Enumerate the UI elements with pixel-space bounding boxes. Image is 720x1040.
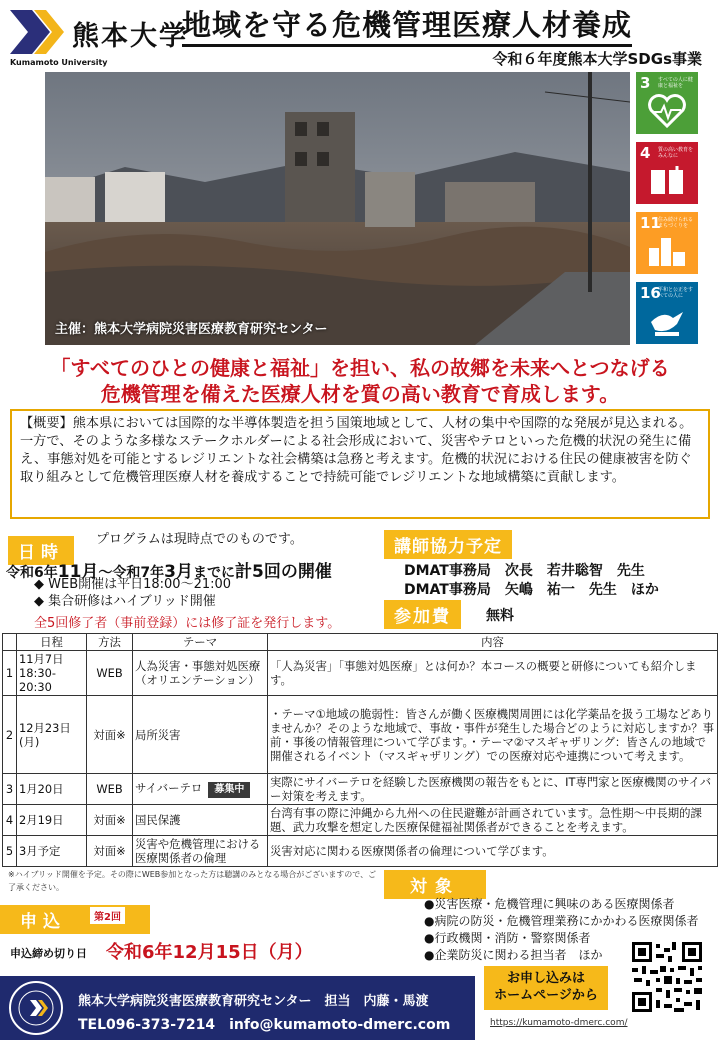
row-content: 実際にサイバーテロを経験した医療機関の報告をもとに、IT専門家と医療機関のサイバー対策を考えます。: [268, 774, 718, 805]
sdg-tile-4: [636, 142, 698, 204]
schedule-post: までに: [193, 565, 236, 581]
website-link[interactable]: https://kumamoto-dmerc.com/: [490, 1018, 628, 1028]
schedule-end-month: 3月: [164, 562, 194, 582]
datetime-tag: 日時: [8, 536, 74, 565]
row-method: 対面※: [87, 836, 133, 867]
page-subtitle: 令和６年度熊本大学SDGs事業: [492, 50, 702, 68]
university-name-en: Kumamoto University: [10, 58, 108, 67]
catchphrase-line-1: 「すべてのひとの健康と福祉」を担い、私の故郷を未来へとつなげる: [50, 356, 670, 380]
row-date: 1月20日: [17, 774, 87, 805]
qr-code-icon[interactable]: [630, 940, 704, 1014]
header-date: 日程: [17, 634, 87, 651]
fee-value: 無料: [486, 608, 514, 624]
host-organization: 主催：熊本大学病院災害医療教育研究センター: [55, 322, 328, 337]
row-content: 災害対応に関わる医療関係者の倫理について学びます。: [268, 836, 718, 867]
disaster-photo: [45, 72, 630, 345]
row-method: 対面※: [87, 696, 133, 774]
certificate-note: 全5回修了者（事前登録）には修了証を発行します。: [34, 616, 341, 631]
row-theme: 局所災害: [133, 696, 268, 774]
row-method: 対面※: [87, 805, 133, 836]
schedule-count: 計5回の開催: [235, 562, 332, 582]
row-content: 台湾有事の際に沖縄から九州への住民避難が計画されています。急性期～中長期的課題、武力攻撃を想定した医療保健福祉関係者ができることを考えます。: [268, 805, 718, 836]
footer-organization: 熊本大学病院災害医療教育研究センター 担当 内藤・馬渡: [78, 994, 429, 1009]
footer: [0, 976, 475, 1040]
deadline-date: 令和6年12月15日（月）: [106, 942, 313, 963]
table-row: [3, 651, 718, 696]
center-emblem-icon: [8, 980, 64, 1036]
bullet-web: ◆ WEB開催は平日18:00～21:00: [34, 577, 232, 592]
catchphrase-line-2: 危機管理を備えた医療人材を質の高い教育で育成します。: [100, 382, 620, 406]
sdg-label: 質の高い教育をみんなに: [658, 147, 694, 159]
sdg-label: すべての人に健康と福祉を: [658, 77, 693, 89]
table-header-row: [3, 634, 718, 651]
heart-pulse-icon: [647, 94, 687, 128]
sdg-number: 4: [640, 144, 651, 162]
row-theme: 災害や危機管理における医療関係者の倫理: [133, 836, 268, 867]
header-theme: テーマ: [133, 634, 268, 651]
footer-contact[interactable]: TEL096-373-7214 info@kumamoto-dmerc.com: [78, 1017, 451, 1033]
lecturers-list: [404, 562, 659, 600]
row-date: 3月予定: [17, 836, 87, 867]
row-method: WEB: [87, 774, 133, 805]
sdg-number: 11: [640, 214, 661, 232]
bullet-hybrid: ◆ 集合研修はハイブリッド開催: [34, 594, 216, 609]
sdg-tile-11: [636, 212, 698, 274]
table-row: [3, 774, 718, 805]
sdg-label: 住み続けられるまちづくりを: [658, 217, 694, 229]
lecturer-1: DMAT事務局 次長 若井聡智 先生: [404, 563, 645, 579]
table-row: [3, 836, 718, 867]
row-date: 12月23日(月): [17, 696, 87, 774]
row-theme: [133, 774, 268, 805]
apply-line-2: ホームページから: [494, 988, 598, 1003]
page-title: 地域を守る危機管理医療人材養成: [182, 6, 632, 47]
university-name-jp: 熊本大学: [72, 21, 188, 52]
row-no: 5: [3, 836, 17, 867]
row-theme: 人為災害・事態対処医療（オリエンテーション）: [133, 651, 268, 696]
row-no: 3: [3, 774, 17, 805]
list-item: ●病院の防災・危機管理業務にかかわる医療関係者: [424, 914, 699, 928]
round-badge: 第2回: [90, 907, 125, 924]
lecturer-2: DMAT事務局 矢嶋 祐一 先生 ほか: [404, 582, 659, 598]
row-date: 2月19日: [17, 805, 87, 836]
dove-icon: [647, 304, 687, 338]
apply-line-1: お申し込みは: [506, 971, 585, 986]
recruiting-badge: 募集中: [208, 782, 250, 798]
program-note: プログラムは現時点でのものです。: [96, 532, 303, 547]
row-theme: 国民保護: [133, 805, 268, 836]
header-method: 方法: [87, 634, 133, 651]
university-logo-icon: [10, 10, 66, 54]
lecturers-tag: 講師協力予定: [384, 530, 512, 559]
apply-tag: 申込: [0, 905, 150, 934]
row-no: 2: [3, 696, 17, 774]
list-item: ●企業防災に関わる担当者 ほか: [424, 948, 603, 962]
schedule-mid: ～令和7年: [98, 565, 165, 581]
ruins-image: [45, 72, 630, 345]
schedule-bullets: [34, 576, 231, 610]
table-row: [3, 696, 718, 774]
header-no: [3, 634, 17, 651]
row-date: 11月7日 18:30-20:30: [17, 651, 87, 696]
list-item: ●行政機関・消防・警察関係者: [424, 931, 591, 945]
schedule-table: [2, 633, 718, 867]
sdg-number: 3: [640, 74, 651, 92]
city-icon: [647, 234, 687, 268]
row-content: 「人為災害」「事態対処医療」とは何か？本コースの概要と研修についても紹介します。: [268, 651, 718, 696]
sdg-number: 16: [640, 284, 661, 302]
row-content: ・テーマ①地域の脆弱性：皆さんが働く医療機関周囲には化学薬品を扱う工場などありませんか？そのような地域で、事故・事件が発生した場合どのように対応しますか？事前・事後の情報管理について学びます。・テーマ②マスギャザリング：皆さんの地域で開催されるイベント（マスギャザリング）での医療対応や連携について考えます。: [268, 696, 718, 774]
overview-box: 【概要】熊本県においては国際的な半導体製造を担う国策地域として、人材の集中や国際的な発展が見込まれる。一方で、そのような多様なステークホルダーによる社会形成において、災害やテロといった危機的状況の発生に備え、事態対処を可能とするレジリエントな社会構築は急務と考えます。危機的状況における住民の健康被害を防ぐ取り組みとして危機管理医療人材を養成することで持続可能でレジリエントな地域構築に貢献します。: [10, 409, 710, 519]
row-no: 4: [3, 805, 17, 836]
apply-button[interactable]: [484, 966, 608, 1010]
list-item: ●災害医療・危機管理に興味のある医療関係者: [424, 897, 675, 911]
sdg-tile-16: [636, 282, 698, 344]
row-method: WEB: [87, 651, 133, 696]
target-tag: 対象: [384, 870, 486, 899]
deadline-label: 申込締め切り日: [10, 947, 87, 960]
sdg-tile-3: [636, 72, 698, 134]
schedule-start-month: 11月: [57, 562, 99, 582]
header-content: 内容: [268, 634, 718, 651]
sdg-label: 平和と公正をすべての人に: [658, 287, 694, 299]
table-row: [3, 805, 718, 836]
row-no: 1: [3, 651, 17, 696]
book-icon: [647, 164, 687, 198]
schedule-pre: 令和6年: [6, 565, 58, 581]
sdg-tiles: [636, 72, 698, 352]
fee-tag: 参加費: [384, 600, 461, 629]
hybrid-note: ※ハイブリッド開催を予定。その際にWEB参加となった方は聴講のみとなる場合がございますので、ご了承ください。: [8, 870, 377, 892]
row-theme-text: サイバーテロ: [135, 780, 203, 795]
